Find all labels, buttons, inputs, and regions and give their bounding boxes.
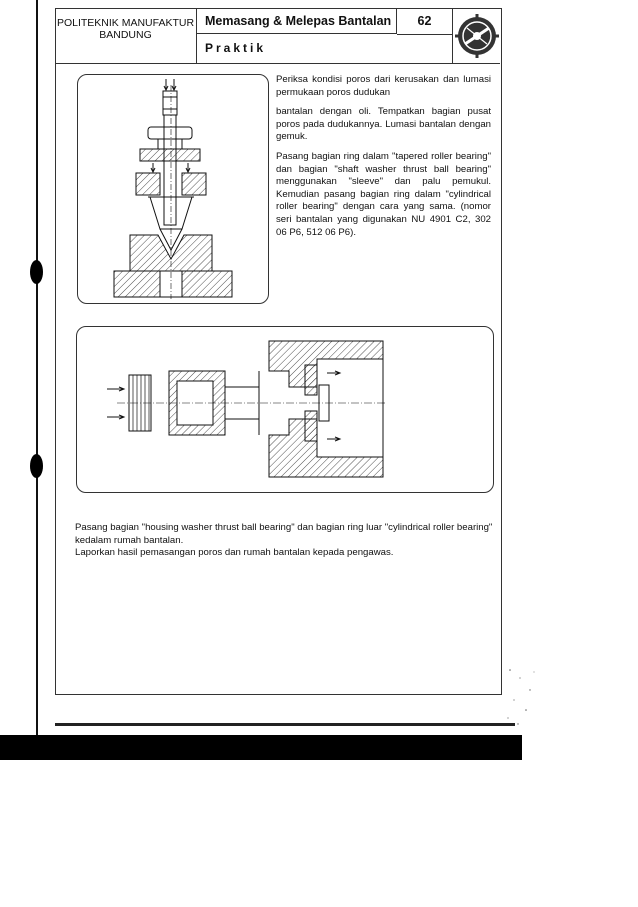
closing-paragraph: Pasang bagian "housing washer thrust ball bearing" dan bagian ring luar "cylindrical roller bearing" kedalam rumah bantalan.	[75, 522, 493, 546]
logo-cell	[452, 8, 501, 63]
page-number: 62	[397, 8, 452, 35]
step-paragraph: Periksa kondisi poros dari kerusakan dan lumasi permukaan poros dudukan	[276, 74, 491, 98]
binder-edge-line	[36, 0, 38, 735]
press-assembly-drawing	[78, 75, 268, 303]
instruction-steps	[276, 74, 491, 246]
document-title: Memasang & Melepas Bantalan	[197, 8, 397, 34]
closing-paragraph: Laporkan hasil pemasangan poros dan rumah bantalan kepada pengawas.	[75, 547, 394, 559]
figure-housing-section	[76, 326, 494, 493]
institution-block	[55, 8, 197, 63]
binder-hole-top	[30, 260, 43, 284]
document-subtitle: Praktik	[205, 41, 267, 55]
housing-section-drawing	[77, 327, 493, 492]
gear-emblem-icon	[453, 8, 501, 63]
figure-press-assembly	[77, 74, 269, 304]
closing-instructions	[75, 522, 495, 560]
binder-hole-bottom	[30, 454, 43, 478]
institution-city: BANDUNG	[99, 29, 152, 41]
footer-rule	[55, 723, 515, 726]
scan-noise	[500, 660, 540, 730]
scan-edge-bar	[0, 735, 522, 760]
document-header	[55, 8, 500, 64]
step-paragraph: Pasang bagian ring dalam "tapered roller bearing" dan bagian "shaft washer thrust ball bearing" menggunakan "sleeve" dan palu pemukul. Kemudian pasang bagian ring dalam "cylindrical roller bearing" dengan cara yang sama. (nomor seri bantalan yang digunakan NU 4901 C2, 302 06 P6, 512 06 P6).	[276, 150, 491, 238]
step-paragraph: bantalan dengan oli. Tempatkan bagian pusat poros pada dudukannya. Lumasi bantalan dengan gemuk.	[276, 106, 491, 143]
institution-name: POLITEKNIK MANUFAKTUR	[56, 17, 195, 29]
